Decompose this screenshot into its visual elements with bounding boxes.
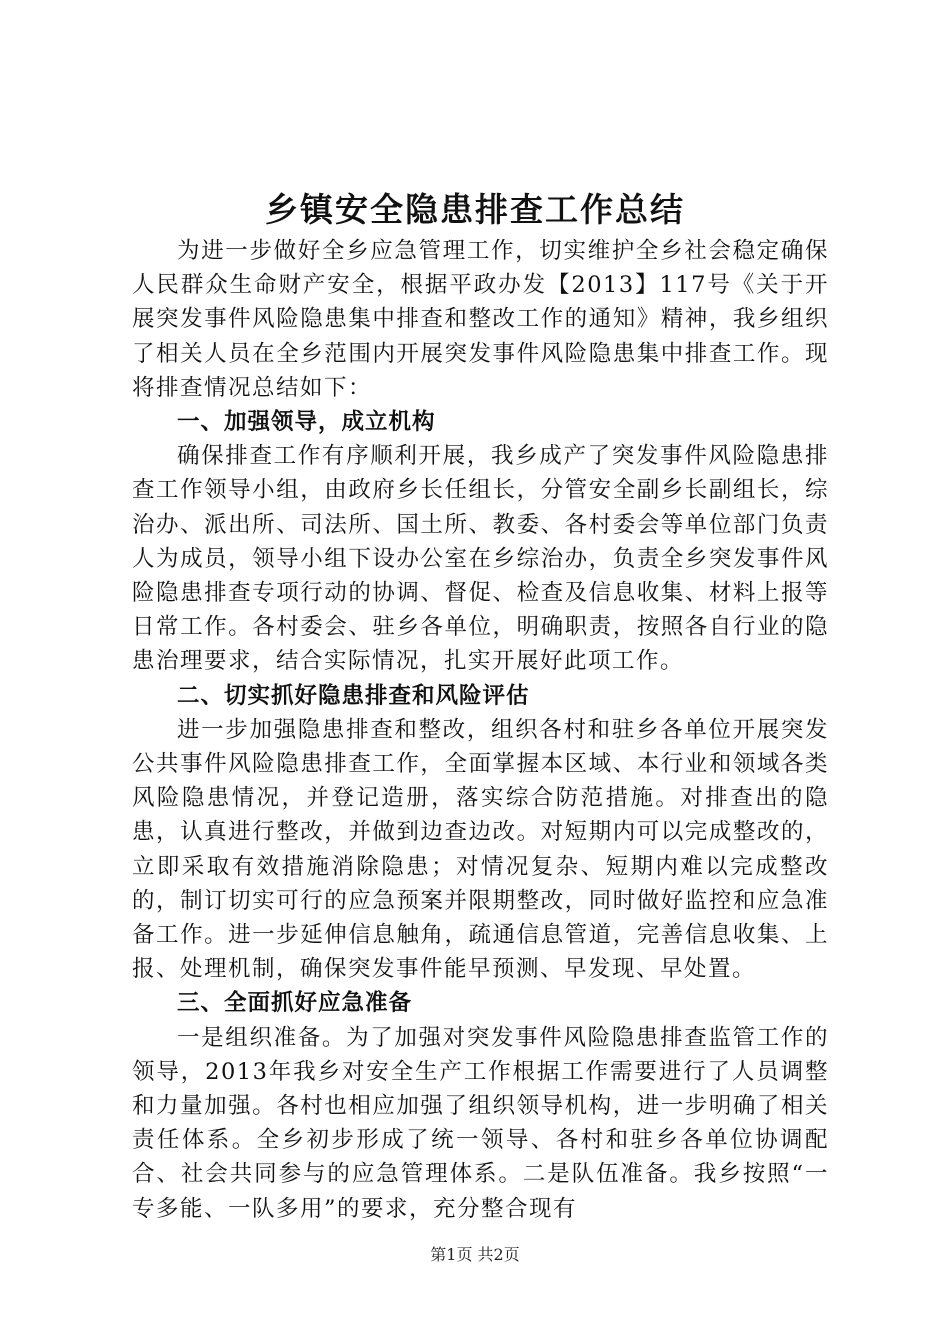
section-1-heading: 一、加强领导，成立机构 bbox=[177, 409, 436, 436]
page-number-footer: 第1页 共2页 bbox=[430, 1245, 520, 1264]
page-title: 乡镇安全隐患排查工作总结 bbox=[265, 190, 685, 229]
section-3-heading: 三、全面抓好应急准备 bbox=[177, 990, 413, 1017]
section-3-paragraph: 一是组织准备。为了加强对突发事件风险隐患排查监管工作的领导，2013年我乡对安全生产工作根据工作需要进行了人员调整和力量加强。各村也相应加强了组织领导机构，进一步明确了相关责任体系。全乡初步形成了统一领导、各村和驻乡各单位协调配合、社会共同参与的应急管理体系。二是队伍准备。我乡按照“一专多能、一队多用”的要求，充分整合现有 bbox=[132, 1024, 829, 1222]
document-body bbox=[132, 234, 829, 1226]
intro-paragraph: 为进一步做好全乡应急管理工作，切实维护全乡社会稳定确保人民群众生命财产安全，根据平政办发【2013】117号《关于开展突发事件风险隐患集中排查和整改工作的通知》精神，我乡组织了相关人员在全乡范围内开展突发事件风险隐患集中排查工作。现将排查情况总结如下： bbox=[132, 238, 829, 401]
section-2-heading: 二、切实抓好隐患排查和风险评估 bbox=[177, 682, 530, 709]
section-2-paragraph: 进一步加强隐患排查和整改，组织各村和驻乡各单位开展突发公共事件风险隐患排查工作，全面掌握本区域、本行业和领域各类风险隐患情况，并登记造册，落实综合防范措施。对排查出的隐患，认真进行整改，并做到边查边改。对短期内可以完成整改的，立即采取有效措施消除隐患；对情况复杂、短期内难以完成整改的，制订切实可行的应急预案并限期整改，同时做好监控和应急准备工作。进一步延伸信息触角，疏通信息管道，完善信息收集、上报、处理机制，确保突发事件能早预测、早发现、早处置。 bbox=[132, 716, 829, 983]
section-1-paragraph: 确保排查工作有序顺利开展，我乡成产了突发事件风险隐患排查工作领导小组，由政府乡长任组长，分管安全副乡长副组长，综治办、派出所、司法所、国土所、教委、各村委会等单位部门负责人为成员，领导小组下设办公室在乡综治办，负责全乡突发事件风险隐患排查专项行动的协调、督促、检查及信息收集、材料上报等日常工作。各村委会、驻乡各单位，明确职责，按照各自行业的隐患治理要求，结合实际情况，扎实开展好此项工作。 bbox=[132, 443, 829, 675]
